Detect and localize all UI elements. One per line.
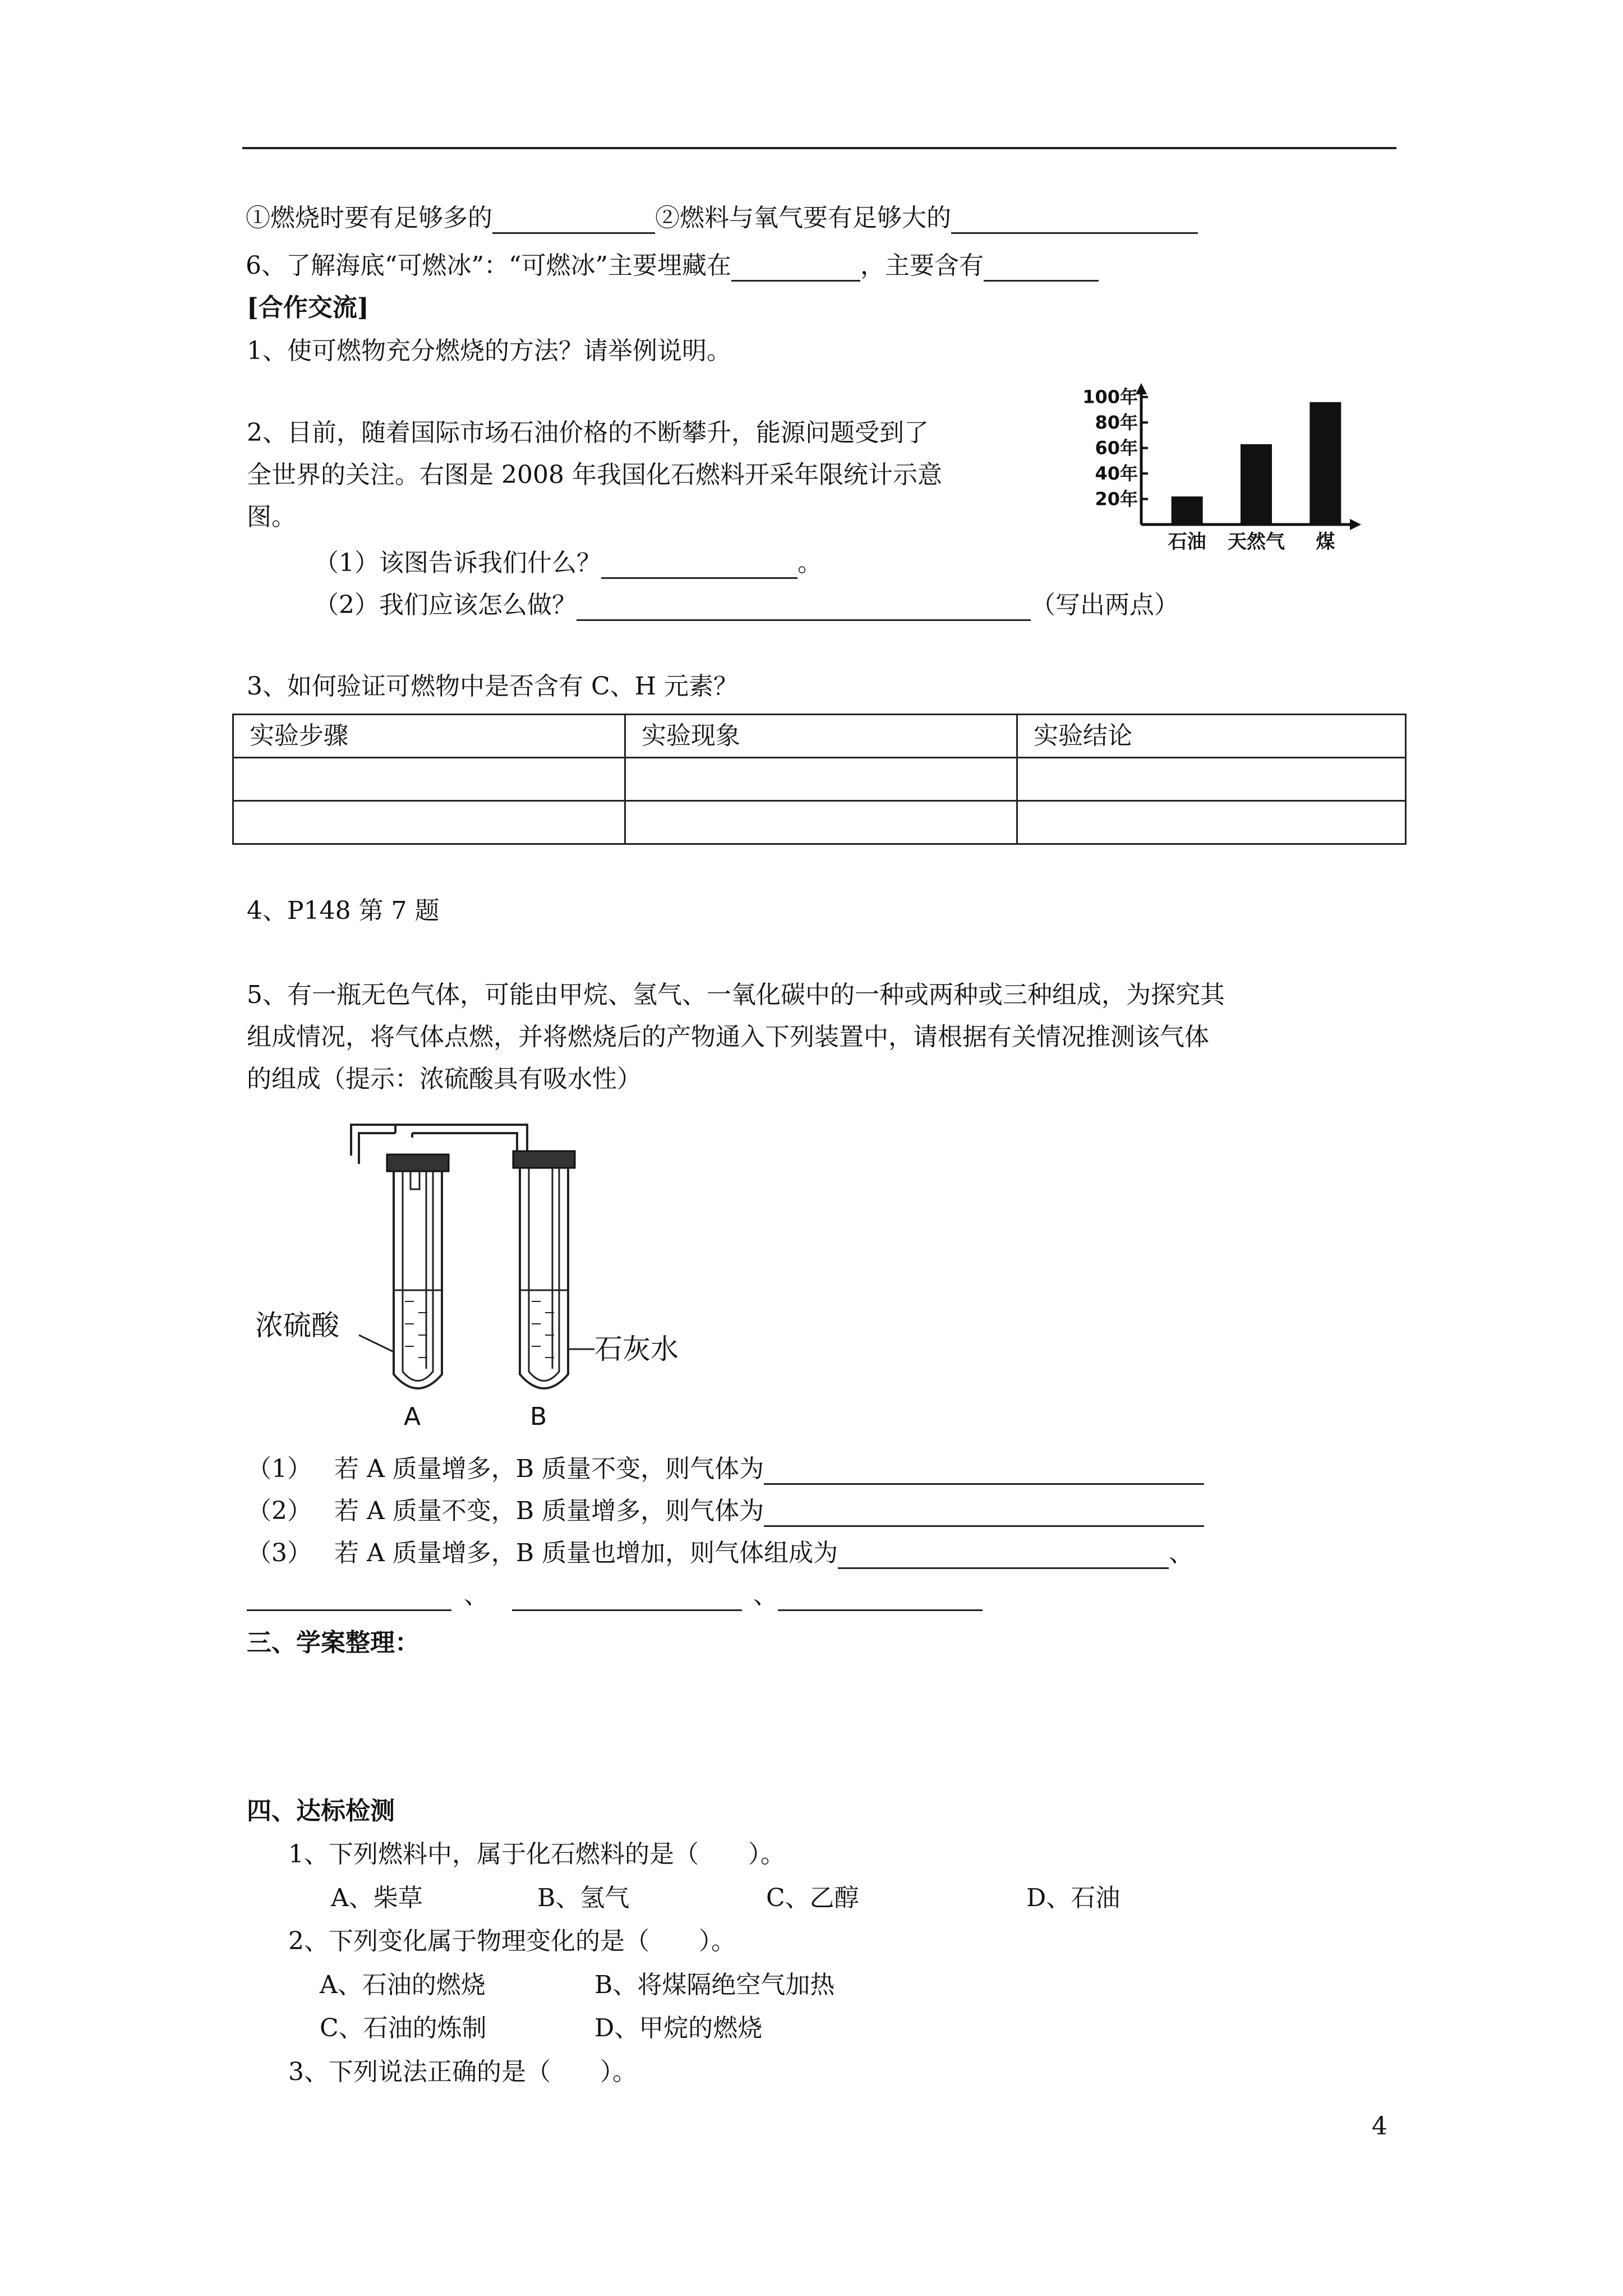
label-b: B xyxy=(530,1402,547,1431)
question-5-sub-2: （2） 若 A 质量不变，B 质量增多，则气体为 xyxy=(247,1495,1204,1527)
section-heading-summary: 三、学案整理： xyxy=(247,1628,419,1657)
option-1c[interactable]: C、乙醇 xyxy=(766,1884,859,1912)
section-heading-cooperation: [合作交流] xyxy=(247,293,369,322)
chart-bars xyxy=(1172,402,1341,524)
chart-y-tick-label: 20年 xyxy=(1095,488,1138,510)
test-tube-a xyxy=(387,1154,449,1388)
option-2a[interactable]: A、石油的燃烧 xyxy=(320,1971,486,1999)
label-acid: 浓硫酸 xyxy=(255,1309,339,1342)
blank-gas-3a[interactable] xyxy=(838,1542,1169,1569)
question-5-line-2: 组成情况，将气体点燃，并将燃烧后的产物通入下列装置中，请根据有关情况推测该气体 xyxy=(247,1023,1209,1051)
option-2b[interactable]: B、将煤隔绝空气加热 xyxy=(594,1971,835,1999)
blank-prompt-location: 6、了解海底“可燃冰”：“可燃冰”主要埋藏在 xyxy=(246,251,731,280)
option-2d[interactable]: D、甲烷的燃烧 xyxy=(594,2014,763,2042)
question-2-sub-1: （1）该图告诉我们什么？ 。 xyxy=(314,547,822,579)
question-5-line-1: 5、有一瓶无色气体，可能由甲烷、氢气、一氧化碳中的一种或两种或三种组成，为探究其 xyxy=(247,981,1225,1009)
blank-gas-1[interactable] xyxy=(764,1457,1204,1485)
table-cell[interactable] xyxy=(625,758,1017,801)
blank-amount[interactable] xyxy=(492,206,655,234)
fossil-fuel-years-chart xyxy=(1077,376,1368,555)
blank-gas-3b[interactable] xyxy=(247,1584,451,1611)
table-cell[interactable] xyxy=(1017,758,1406,801)
question-2-line-2: 全世界的关注。右图是 2008 年我国化石燃料开采年限统计示意 xyxy=(247,461,942,489)
page-number: 4 xyxy=(1372,2112,1387,2141)
chart-category-labels xyxy=(1168,531,1335,553)
option-1a[interactable]: A、柴草 xyxy=(331,1884,423,1912)
blank-what-to-do[interactable] xyxy=(577,593,1031,621)
table-cell[interactable] xyxy=(233,758,625,801)
chart-bar xyxy=(1310,402,1341,524)
option-1d[interactable]: D、石油 xyxy=(1026,1884,1121,1912)
question-5-sub-3: （3） 若 A 质量增多，B 质量也增加，则气体组成为 、 xyxy=(247,1537,1193,1569)
chart-bar xyxy=(1241,444,1272,524)
label-a: A xyxy=(404,1402,421,1431)
blank-prompt-area: ②燃料与氧气要有足够大的 xyxy=(655,204,951,232)
section-heading-test: 四、达标检测 xyxy=(247,1797,395,1825)
header-rule xyxy=(242,147,1396,149)
blank-location[interactable] xyxy=(731,254,860,282)
chart-category-label: 煤 xyxy=(1316,531,1335,553)
test-tube-b xyxy=(513,1151,575,1388)
question-5-sub-3-cont: 、 、 xyxy=(247,1579,983,1611)
test-question-1: 1、下列燃料中，属于化石燃料的是（ ）。 xyxy=(288,1840,785,1869)
question-3: 3、如何验证可燃物中是否含有 C、H 元素？ xyxy=(247,672,739,701)
question-5-line-3: 的组成（提示：浓硫酸具有吸水性） xyxy=(247,1065,642,1093)
blank-prompt-content: ，主要含有 xyxy=(860,251,984,280)
question-4: 4、P148 第 7 题 xyxy=(247,896,440,925)
question-2-line-3: 图。 xyxy=(247,503,296,531)
apparatus-diagram xyxy=(247,1122,751,1436)
blank-area[interactable] xyxy=(951,206,1198,234)
chart-category-label: 天然气 xyxy=(1228,531,1285,553)
chart-y-tick-label: 60年 xyxy=(1095,437,1138,459)
table-row xyxy=(233,758,1406,801)
header-conclusion: 实验结论 xyxy=(1017,715,1406,758)
chart-y-tick-label: 100年 xyxy=(1082,386,1138,408)
option-1b[interactable]: B、氢气 xyxy=(537,1884,630,1912)
blank-chart-meaning[interactable] xyxy=(601,551,797,579)
header-steps: 实验步骤 xyxy=(233,715,625,758)
fill-in-line-1 xyxy=(246,202,1198,234)
experiment-table xyxy=(232,714,1407,845)
chart-x-arrow xyxy=(1350,519,1361,530)
blank-content[interactable] xyxy=(984,254,1099,282)
option-2c[interactable]: C、石油的炼制 xyxy=(320,2014,487,2042)
blank-gas-3c[interactable] xyxy=(512,1584,742,1611)
table-cell[interactable] xyxy=(625,801,1017,844)
chart-tick-labels xyxy=(1082,386,1148,510)
fill-in-line-6 xyxy=(246,250,1099,282)
question-1: 1、使可燃物充分燃烧的方法？请举例说明。 xyxy=(247,337,731,365)
question-2-sub-2: （2）我们应该怎么做？ （写出两点） xyxy=(314,589,1179,621)
table-cell[interactable] xyxy=(233,801,625,844)
label-lime: 石灰水 xyxy=(594,1333,679,1365)
question-2-line-1: 2、目前，随着国际市场石油价格的不断攀升，能源问题受到了 xyxy=(247,418,929,447)
table-header-row xyxy=(233,715,1406,758)
chart-category-label: 石油 xyxy=(1168,531,1206,553)
test-question-2: 2、下列变化属于物理变化的是（ ）。 xyxy=(288,1927,736,1955)
blank-gas-3d[interactable] xyxy=(778,1584,983,1611)
blank-gas-2[interactable] xyxy=(764,1499,1204,1527)
header-phenomena: 实验现象 xyxy=(625,715,1017,758)
pointer-acid xyxy=(359,1335,394,1352)
table-cell[interactable] xyxy=(1017,801,1406,844)
chart-y-tick-label: 80年 xyxy=(1095,412,1138,434)
test-question-3: 3、下列说法正确的是（ ）。 xyxy=(288,2058,637,2086)
chart-bar xyxy=(1172,496,1203,524)
question-5-sub-1: （1） 若 A 质量增多，B 质量不变，则气体为 xyxy=(247,1453,1204,1485)
chart-y-tick-label: 40年 xyxy=(1095,463,1138,485)
blank-prompt-amount: ①燃烧时要有足够多的 xyxy=(246,204,492,232)
table-row xyxy=(233,801,1406,844)
